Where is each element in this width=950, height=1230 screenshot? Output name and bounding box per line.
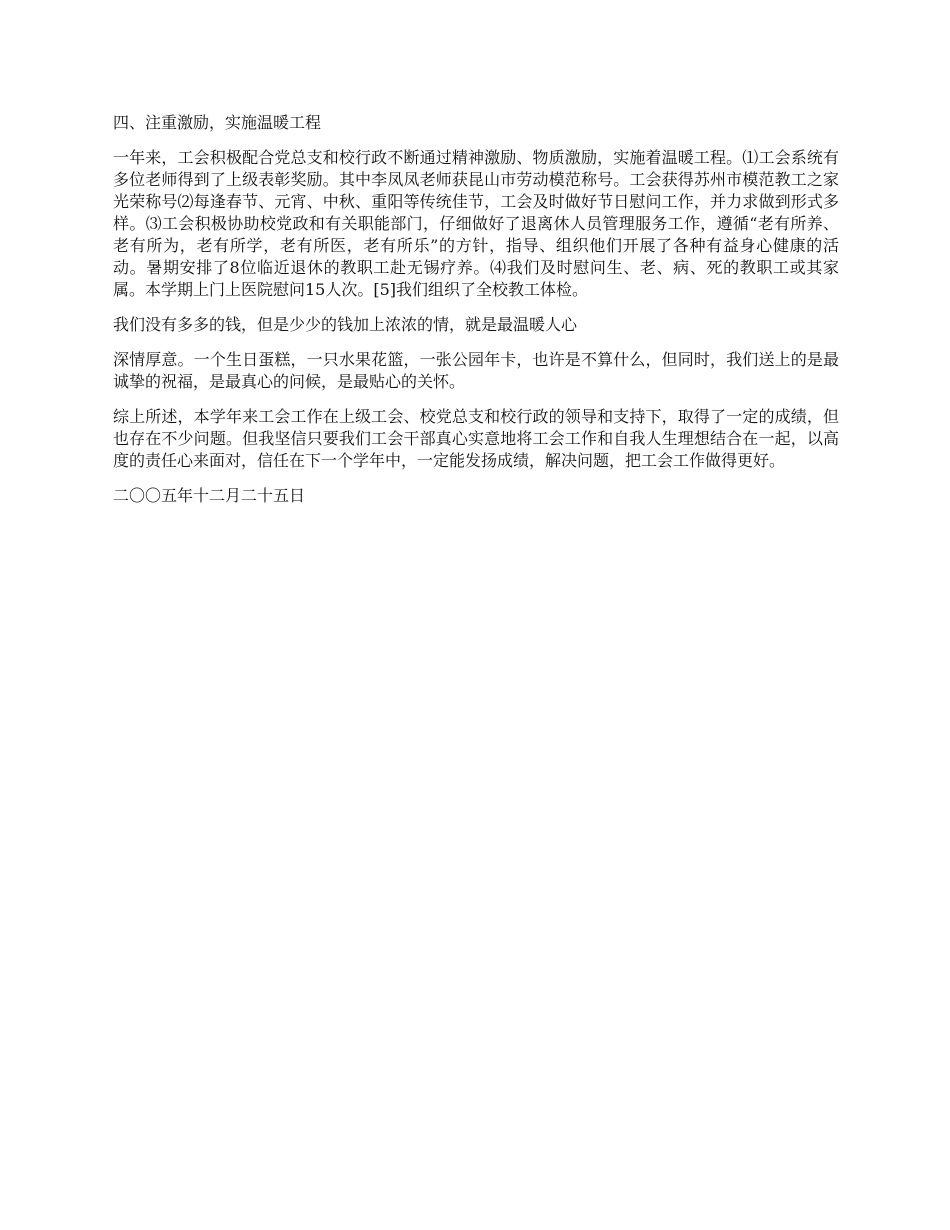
paragraph-warmth-program: 一年来，工会积极配合党总支和校行政不断通过精神激励、物质激励，实施着温暖工程。⑴工会系统有多位老师得到了上级表彰奖励。其中李凤凤老师获昆山市劳动模范称号。工会获得苏州市模范教工之家光荣称号⑵每逢春节、元宵、中秋、重阳等传统佳节，工会及时做好节日慰问工作，并力求做到形式多样。⑶工会积极协助校党政和有关职能部门，仔细做好了退离休人员管理服务工作，遵循“老有所养、老有所为，老有所学，老有所医，老有所乐”的方针，指导、组织他们开展了各种有益身心健康的活动。暑期安排了8位临近退休的教职工赴无锡疗养。⑷我们及时慰问生、老、病、死的教职工或其家属。本学期上门上医院慰问15人次。[5]我们组织了全校教工体检。 <box>113 148 839 299</box>
paragraph-summary: 综上所述，本学年来工会工作在上级工会、校党总支和校行政的领导和支持下，取得了一定的成绩，但也存在不少问题。但我坚信只要我们工会干部真心实意地将工会工作和自我人生理想结合在一起，以高度的责任心来面对，信任在下一个学年中，一定能发扬成绩，解决问题，把工会工作做得更好。 <box>113 407 839 470</box>
document-date: 二〇〇五年十二月二十五日 <box>113 486 306 505</box>
section-heading: 四、注重激励，实施温暖工程 <box>113 113 322 132</box>
paragraph-deep-feelings: 深情厚意。一个生日蛋糕，一只水果花篮，一张公园年卡，也许是不算什么，但同时，我们送上的是最诚挚的祝福，是最真心的问候，是最贴心的关怀。 <box>113 350 839 391</box>
document-page <box>113 112 839 520</box>
paragraph-warm-hearts: 我们没有多多的钱，但是少少的钱加上浓浓的情，就是最温暖人心 <box>113 315 578 334</box>
